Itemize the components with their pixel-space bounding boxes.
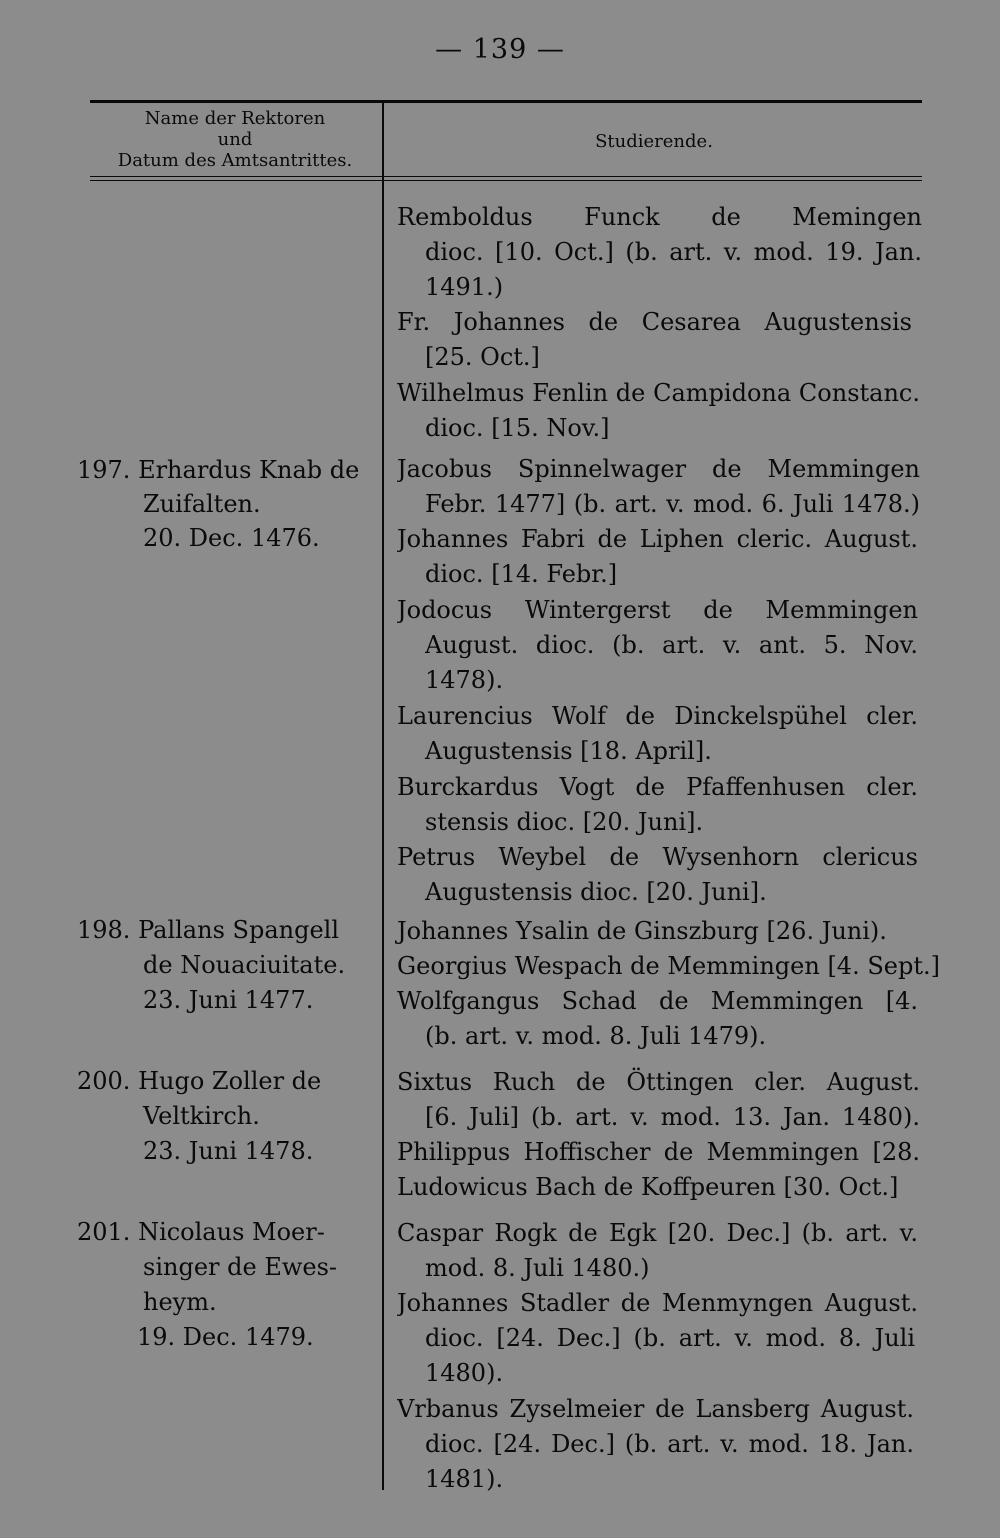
student-line: Johannes Stadler de Menmyngen August. (397, 1289, 918, 1317)
page-number: — 139 — (435, 34, 565, 65)
student-line: stensis dioc. [20. Juni]. (425, 808, 704, 836)
rector-line: Veltkirch. (143, 1102, 260, 1130)
student-line: Caspar Rogk de Egk [20. Dec.] (b. art. v. (397, 1219, 918, 1247)
student-line: 1478). (425, 666, 504, 694)
student-line: Sixtus Ruch de Öttingen cler. August. (397, 1068, 920, 1096)
column-header-students: Studierende. (595, 131, 713, 152)
student-line: Fr. Johannes de Cesarea Augustensis (397, 308, 912, 336)
student-line: Vrbanus Zyselmeier de Lansberg August. (397, 1395, 914, 1423)
student-line: Georgius Wespach de Memmingen [4. Sept.] (397, 952, 940, 980)
student-line: 1481). (425, 1465, 504, 1493)
student-line: Philippus Hoffischer de Memmingen [28. (397, 1138, 920, 1166)
student-line: [25. Oct.] (425, 343, 540, 371)
rector-line: 197. Erhardus Knab de (77, 456, 360, 484)
student-line: Johannes Ysalin de Ginszburg [26. Juni). (397, 917, 887, 945)
header-line: Name der Rektoren (144, 108, 326, 129)
student-line: Wolfgangus Schad de Memmingen [4. (397, 987, 918, 1015)
student-line: August. dioc. (b. art. v. ant. 5. Nov. (425, 631, 918, 659)
rector-date: 23. Juni 1478. (143, 1137, 314, 1165)
student-line: dioc. [24. Dec.] (b. art. v. mod. 8. Juli (425, 1324, 915, 1352)
student-line: [6. Juli] (b. art. v. mod. 13. Jan. 1480). (425, 1103, 920, 1131)
header-bottom-rule-double (90, 180, 922, 181)
student-line: mod. 8. Juli 1480.) (425, 1254, 650, 1282)
rector-line: 201. Nicolaus Moer- (77, 1218, 325, 1246)
rector-line: 198. Pallans Spangell (77, 916, 339, 944)
student-line: (b. art. v. mod. 8. Juli 1479). (425, 1022, 767, 1050)
student-line: dioc. [24. Dec.] (b. art. v. mod. 18. Jan. (425, 1430, 914, 1458)
student-line: Petrus Weybel de Wysenhorn clericus (397, 843, 918, 871)
header-line: Datum des Amtsantrittes. (117, 150, 353, 171)
rector-line: singer de Ewes- (143, 1253, 338, 1281)
student-line: Burckardus Vogt de Pfaffenhusen cler. (397, 773, 918, 801)
student-line: 1480). (425, 1359, 504, 1387)
rector-date: 19. Dec. 1479. (137, 1323, 314, 1351)
rector-date: 20. Dec. 1476. (143, 524, 320, 552)
rector-line: heym. (143, 1288, 217, 1316)
student-line: Wilhelmus Fenlin de Campidona Constanc. (397, 379, 920, 407)
student-line: Remboldus Funck de Memingen (397, 203, 922, 231)
student-line: dioc. [15. Nov.] (425, 414, 610, 442)
rector-line: Zuifalten. (143, 490, 261, 518)
column-divider (382, 103, 384, 1490)
student-line: Laurencius Wolf de Dinckelspühel cler. (397, 702, 918, 730)
student-line: Augustensis dioc. [20. Juni]. (425, 878, 767, 906)
student-line: Augustensis [18. April]. (425, 737, 712, 765)
student-line: Jacobus Spinnelwager de Memmingen (397, 455, 920, 483)
rector-line: 200. Hugo Zoller de (77, 1067, 322, 1095)
column-header-rectors (90, 108, 380, 171)
rector-line: de Nouaciuitate. (143, 951, 346, 979)
student-line: Johannes Fabri de Liphen cleric. August. (397, 525, 918, 553)
student-line: dioc. [14. Febr.] (425, 560, 618, 588)
student-line: Febr. 1477] (b. art. v. mod. 6. Juli 1478.) (425, 490, 920, 518)
table-top-rule (90, 100, 922, 103)
student-line: 1491.) (425, 273, 504, 301)
header-line: und (217, 129, 253, 150)
student-line: Ludowicus Bach de Koffpeuren [30. Oct.] (397, 1173, 899, 1201)
header-bottom-rule (90, 176, 922, 177)
student-line: Jodocus Wintergerst de Memmingen (397, 596, 918, 624)
student-line: dioc. [10. Oct.] (b. art. v. mod. 19. Jan. (425, 238, 922, 266)
rector-date: 23. Juni 1477. (143, 986, 314, 1014)
